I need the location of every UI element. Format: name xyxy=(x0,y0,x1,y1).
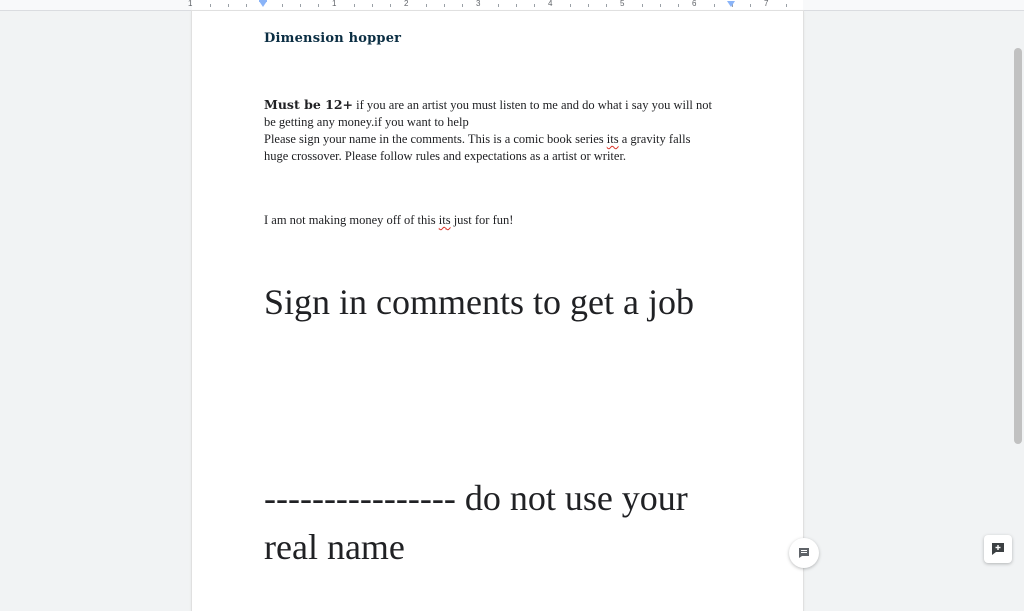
ruler-number: 3 xyxy=(476,0,481,8)
ruler-tick xyxy=(462,4,463,7)
document-page[interactable] xyxy=(192,11,803,611)
ruler-number: 5 xyxy=(620,0,625,8)
ruler-tick xyxy=(228,4,229,7)
add-comment-button[interactable] xyxy=(984,535,1012,563)
ruler-tick xyxy=(588,4,589,7)
ruler-tick xyxy=(516,4,517,7)
ruler-tick xyxy=(246,4,247,7)
intro-paragraph[interactable] xyxy=(264,96,716,165)
spelling-flagged-word[interactable]: its xyxy=(438,213,451,227)
age-requirement-text: Must be 12+ xyxy=(264,97,354,112)
document-heading[interactable]: Dimension hopper xyxy=(264,31,402,46)
disclaimer-text-a: I am not making money off of this xyxy=(264,213,439,227)
ruler-number: 1 xyxy=(188,0,193,8)
ruler-number: 7 xyxy=(764,0,769,8)
spelling-flagged-word[interactable]: its xyxy=(606,132,619,146)
ruler-number: 2 xyxy=(404,0,409,8)
horizontal-ruler[interactable] xyxy=(0,0,1024,11)
ruler-tick xyxy=(426,4,427,7)
disclaimer-text-b: just for fun! xyxy=(450,213,514,227)
ruler-tick xyxy=(606,4,607,7)
ruler-number: 4 xyxy=(548,0,553,8)
ruler-tick xyxy=(444,4,445,7)
sign-in-heading[interactable]: Sign in comments to get a job xyxy=(264,282,694,322)
ruler-tick xyxy=(678,4,679,7)
add-comment-icon xyxy=(990,541,1006,557)
ruler-tick xyxy=(354,4,355,7)
ruler-tick xyxy=(282,4,283,7)
ruler-tick xyxy=(570,4,571,7)
ruler-number: 6 xyxy=(692,0,697,8)
left-indent-handle[interactable] xyxy=(259,1,267,7)
right-indent-handle[interactable] xyxy=(727,1,735,7)
intro-text: if you are an artist you must listen to me and do what i say you will not be getting any money.if you want to help xyxy=(264,98,712,129)
ruler-tick xyxy=(390,4,391,7)
comment-button[interactable] xyxy=(789,538,819,568)
ruler-tick xyxy=(642,4,643,7)
ruler-tick xyxy=(786,4,787,7)
ruler-tick xyxy=(534,4,535,7)
ruler-tick xyxy=(750,4,751,7)
ruler-tick xyxy=(660,4,661,7)
instructions-text-b: a gravity falls huge crossover. Please follow rules and expectations as a artist or writer. xyxy=(264,132,691,163)
disclaimer-paragraph[interactable] xyxy=(264,212,716,229)
comment-icon xyxy=(797,546,811,560)
ruler-tick xyxy=(318,4,319,7)
ruler-number: 1 xyxy=(332,0,337,8)
ruler-tick xyxy=(498,4,499,7)
ruler-tick xyxy=(372,4,373,7)
vertical-scrollbar-thumb[interactable] xyxy=(1014,48,1022,444)
real-name-warning[interactable]: ---------------- do not use your real name xyxy=(264,478,688,567)
ruler-tick xyxy=(714,4,715,7)
ruler-tick xyxy=(210,4,211,7)
instructions-text-a: Please sign your name in the comments. This is a comic book series xyxy=(264,132,607,146)
ruler-tick xyxy=(300,4,301,7)
